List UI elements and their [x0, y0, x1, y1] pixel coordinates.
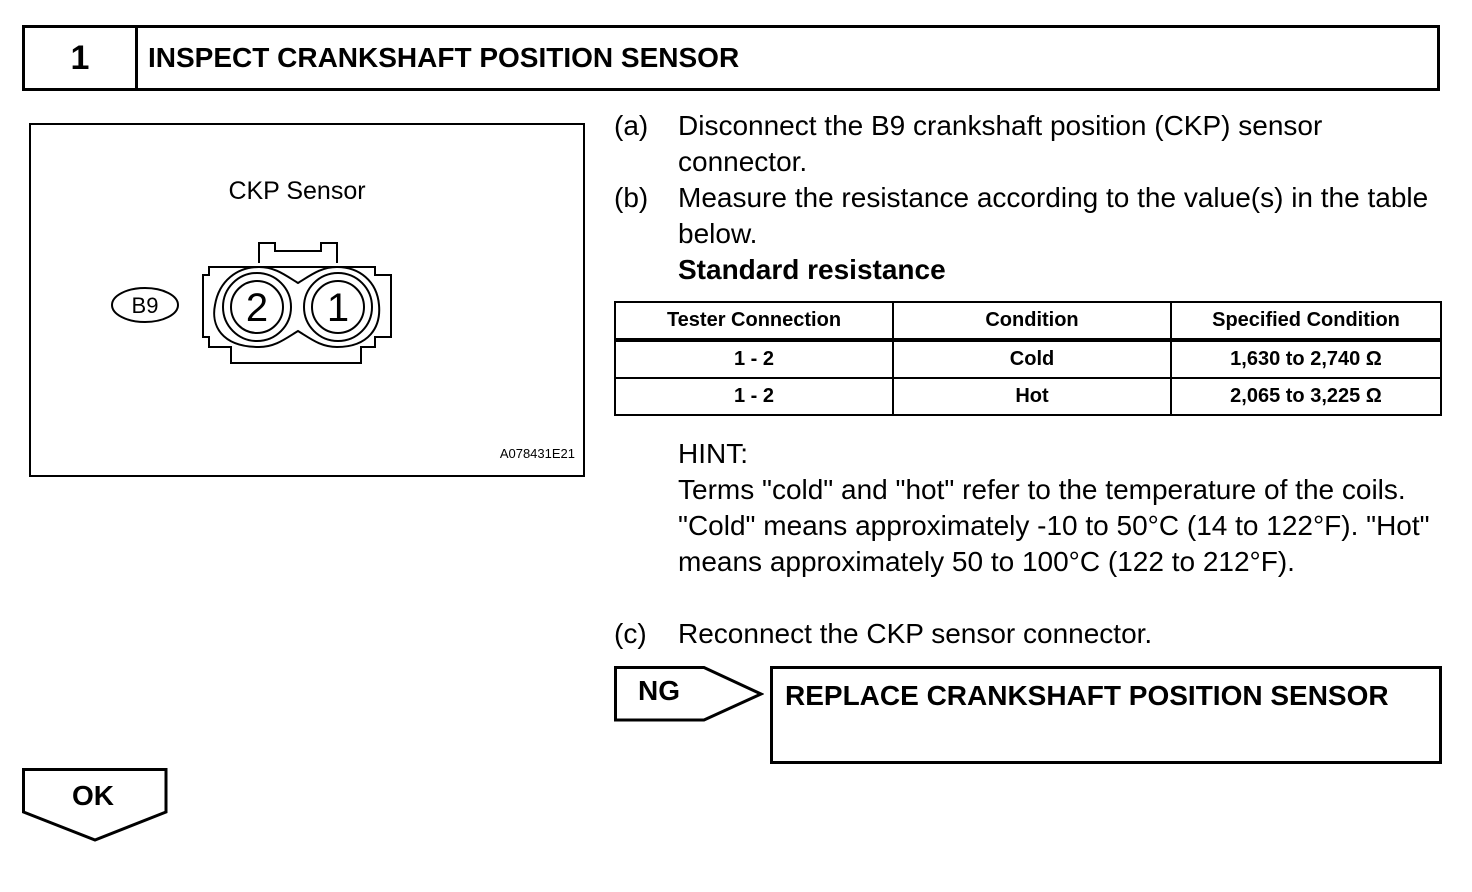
ng-action-box: REPLACE CRANKSHAFT POSITION SENSOR: [770, 666, 1442, 764]
step-header: [22, 25, 1440, 91]
step-b-text: Measure the resistance according to the value(s) in the table below.: [678, 182, 1429, 249]
table-cell: Cold: [893, 340, 1171, 378]
pin-1-label: 1: [326, 286, 350, 330]
ng-arrow-icon: [614, 666, 764, 724]
table-cell: 1 - 2: [615, 378, 893, 415]
table-row: [615, 378, 1441, 415]
ok-label: OK: [72, 780, 114, 811]
step-title: INSPECT CRANKSHAFT POSITION SENSOR: [148, 42, 740, 73]
step-a-text: Disconnect the B9 crankshaft position (CKP) sensor connector.: [678, 110, 1323, 177]
connector-figure: [29, 123, 585, 477]
table-cell: Hot: [893, 378, 1171, 415]
step-b: [614, 180, 1444, 252]
step-a-letter: (a): [614, 110, 649, 141]
table-cell: 1,630 to 2,740 Ω: [1171, 340, 1441, 378]
connector-tab: [259, 243, 337, 263]
standard-resistance-label: Standard resistance: [678, 254, 946, 285]
step-a: [614, 108, 1444, 180]
step-b-letter: (b): [614, 182, 649, 213]
table-header-row: [615, 302, 1441, 340]
hint-text: Terms "cold" and "hot" refer to the temperature of the coils. "Cold" means approximately -10 to 50°C (14 to 122°F). "Hot" means approximately 50 to 100°C (122 to 212°F).: [678, 474, 1430, 577]
resistance-table: [614, 301, 1442, 416]
ng-label: NG: [638, 675, 680, 706]
hint-label: HINT:: [678, 438, 748, 469]
table-header: Tester Connection: [615, 302, 893, 340]
table-header: Condition: [893, 302, 1171, 340]
table-header: Specified Condition: [1171, 302, 1441, 340]
step-c-letter: (c): [614, 618, 647, 649]
step-number: 1: [25, 28, 138, 88]
step-c-text: Reconnect the CKP sensor connector.: [678, 618, 1153, 649]
figure-id: A078431E21: [499, 446, 575, 461]
step-list: [614, 108, 1444, 288]
figure-caption: CKP Sensor: [228, 177, 366, 205]
table-cell: 1 - 2: [615, 340, 893, 378]
connector-label: B9: [131, 293, 159, 318]
step-c: [614, 616, 1444, 652]
hint-block: [678, 436, 1448, 580]
pin-2-label: 2: [245, 286, 269, 330]
table-cell: 2,065 to 3,225 Ω: [1171, 378, 1441, 415]
table-row: [615, 340, 1441, 378]
